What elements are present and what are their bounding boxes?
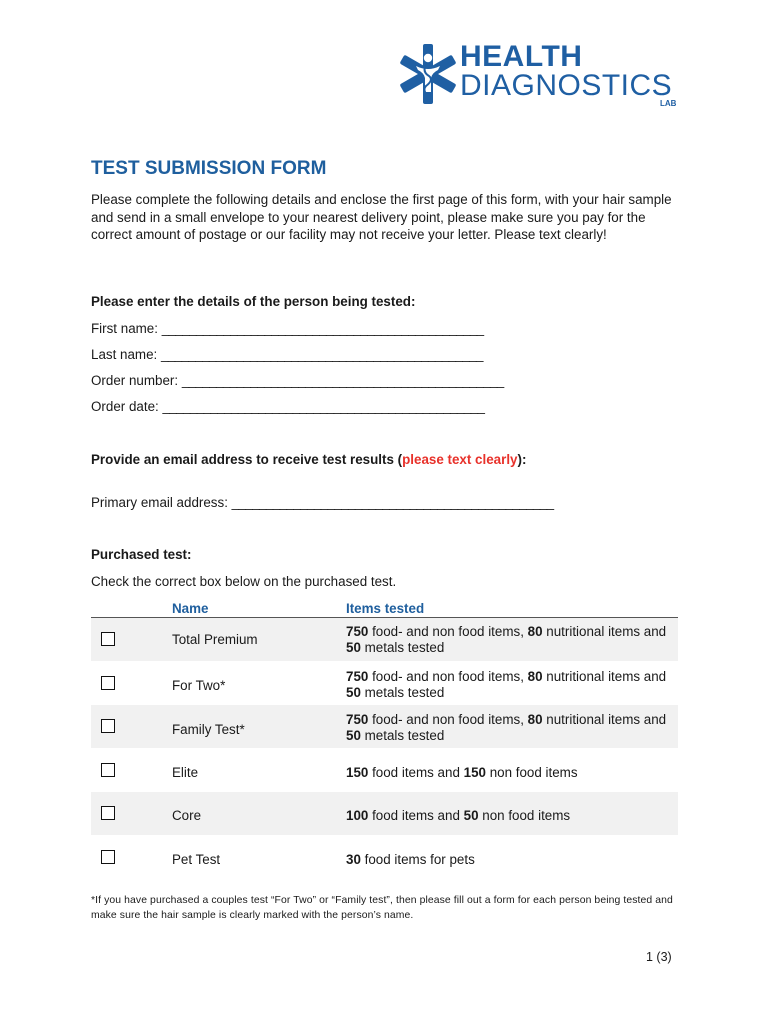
email-heading-prefix: Provide an email address to receive test results ( [91,452,403,467]
email-section-heading [91,452,526,467]
table-row [91,836,678,881]
primary-email-blank[interactable]: _______________________________________________ [231,495,554,510]
footnote: *If you have purchased a couples test “For Two” or “Family test”, then please fill out a form for each person being tested and make sure the hair sample is clearly marked with the person’s name. [91,895,673,921]
form-title: TEST SUBMISSION FORM [91,158,327,179]
test-name: Pet Test [172,851,221,867]
items-tested: 100 food items and 50 non food items [346,808,571,823]
email-heading-suffix: ): [517,452,527,467]
first-name-field[interactable] [91,321,484,336]
intro-paragraph: Please complete the following details and enclose the first page of this form, with your hair sample and send in a small envelope to your nearest delivery point, please make sure you pay for the correct amount of postage or our facility may not receive your letter. Please text clearly! [91,192,672,242]
table-row [91,792,678,836]
items-tested: 750 food- and non food items, 80 nutritional items and 50 metals tested [346,668,667,700]
logo-text-health: HEALTH [460,40,583,73]
logo-text-lab: LAB [660,99,677,108]
order-number-label: Order number: [91,373,179,388]
test-table [91,600,678,881]
page-number: 1 (3) [646,950,672,964]
test-name: Core [172,808,202,823]
order-number-field[interactable] [91,373,504,388]
checkbox-for-two[interactable] [101,676,115,690]
purchased-section-heading: Purchased test: [91,547,192,562]
order-date-label: Order date: [91,399,159,414]
items-tested: 750 food- and non food items, 80 nutritional items and 50 metals tested [346,712,667,743]
checkbox-total-premium[interactable] [101,632,115,646]
column-header-items: Items tested [346,601,425,616]
items-tested: 150 food items and 150 non food items [346,764,578,780]
last-name-blank[interactable]: _______________________________________________ [160,347,483,362]
health-diagnostics-logo [396,40,686,110]
order-date-field[interactable] [91,399,484,414]
primary-email-field[interactable] [91,495,553,510]
first-name-blank[interactable]: _______________________________________________ [161,321,484,336]
first-name-label: First name: [91,321,158,336]
last-name-field[interactable] [91,347,483,362]
table-row [91,705,678,749]
order-number-blank[interactable]: _______________________________________________ [181,373,504,388]
column-header-name: Name [172,601,209,616]
test-name: Total Premium [172,632,258,647]
checkbox-family-test[interactable] [101,719,115,733]
primary-email-label: Primary email address: [91,495,228,510]
logo-text-diagnostics: DIAGNOSTICS [460,69,673,102]
test-name: Elite [172,764,199,780]
checkbox-pet-test[interactable] [101,850,115,864]
test-name: For Two* [172,677,226,693]
checkbox-core[interactable] [101,806,115,820]
table-row [91,662,678,706]
items-tested: 30 food items for pets [346,851,475,867]
purchased-instruction: Check the correct box below on the purchased test. [91,574,397,589]
person-section-heading: Please enter the details of the person being tested: [91,294,416,309]
email-heading-highlight: please text clearly [402,452,518,467]
checkbox-elite[interactable] [101,763,115,777]
items-tested: 750 food- and non food items, 80 nutritional items and 50 metals tested [346,624,667,655]
order-date-blank[interactable]: _______________________________________________ [162,399,485,414]
last-name-label: Last name: [91,347,158,362]
caduceus-star-of-life-icon [396,42,460,106]
table-header [91,600,678,618]
test-name: Family Test* [172,722,245,737]
table-row [91,749,678,793]
table-row [91,618,678,662]
